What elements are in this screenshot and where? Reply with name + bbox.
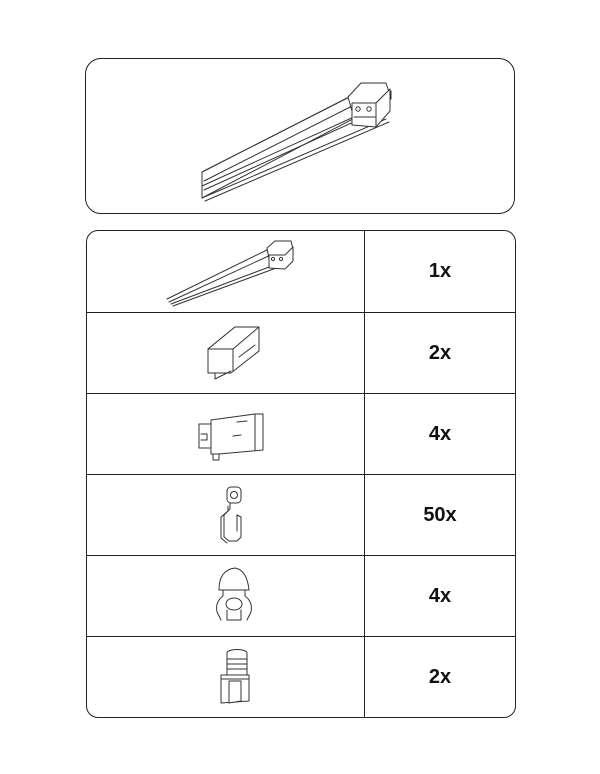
table-row: [87, 393, 515, 474]
quantity-label: 1x: [428, 260, 452, 282]
quantity-label: 50x: [423, 503, 457, 526]
quantity-label: 4x: [428, 422, 452, 445]
ceiling-bracket-icon: [87, 556, 365, 637]
quantity-label: 2x: [428, 665, 452, 688]
table-row: [87, 474, 515, 555]
mounting-clip-icon: [87, 394, 365, 475]
rail-overview-panel: [85, 58, 515, 214]
table-row: [87, 231, 515, 312]
end-stopper-icon: [87, 637, 365, 718]
quantity-label: 2x: [428, 341, 452, 364]
parts-table: [86, 230, 516, 718]
curtain-rail-icon: [86, 59, 516, 215]
quantity-label: 4x: [428, 584, 452, 607]
end-cap-icon: [87, 313, 365, 394]
table-row: [87, 312, 515, 393]
table-row: [87, 555, 515, 636]
rail-segment-icon: [87, 231, 365, 312]
table-row: [87, 636, 515, 717]
glider-hook-icon: [87, 475, 365, 556]
